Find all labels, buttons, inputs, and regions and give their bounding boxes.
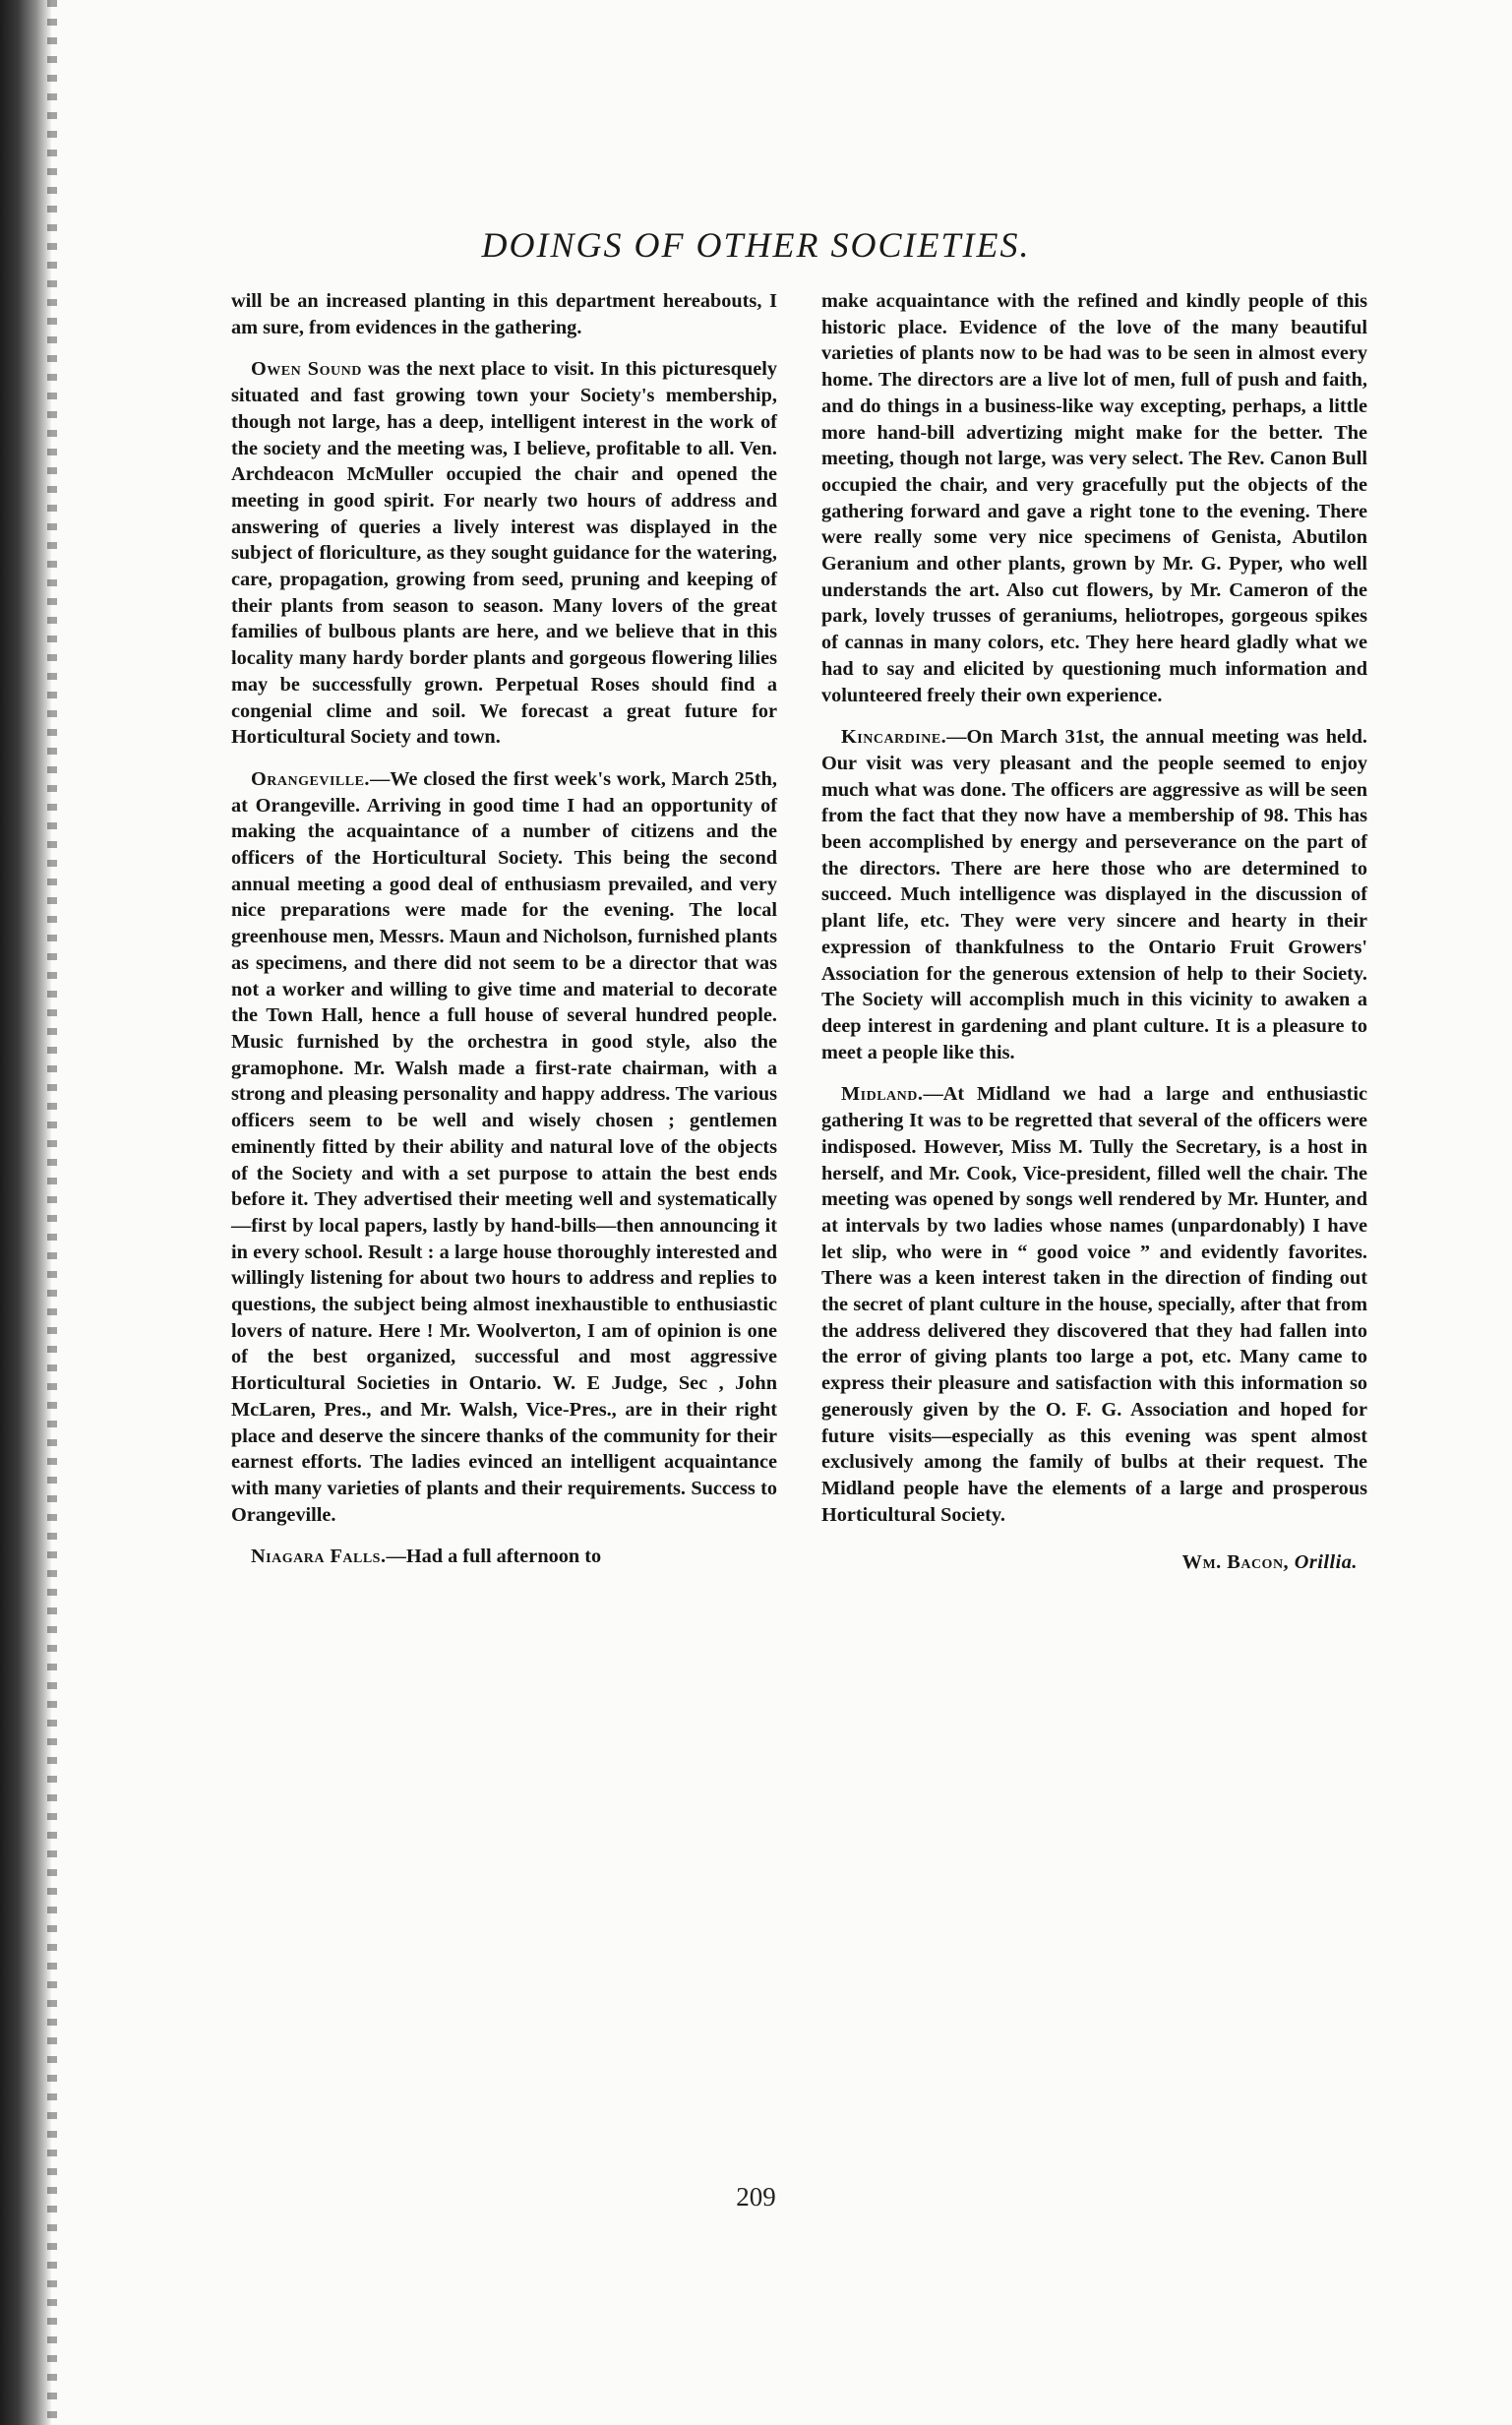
paragraph-body: —Had a full afternoon to bbox=[386, 1546, 602, 1568]
left-column bbox=[231, 288, 777, 1586]
paragraph-niagara-falls bbox=[231, 1544, 777, 1570]
page-number: 209 bbox=[736, 2182, 776, 2212]
paragraph-body: —At Midland we had a large and enthusiastic gathering It was to be regretted that several of the officers were indisposed. However, Miss M. Tully the Secretary, is a host in herself, and Mr. Cook, Vice-president, filled well the chair. The meeting was opened by songs well rendered by Mr. Hunter, and at intervals by two ladies whose names (unpardonably) I have let slip, who were in “ good voice ” and evidently favorites. There was a keen interest taken in the direction of finding out the secret of plant culture in the house, specially, after that from the address delivered they discovered that they had fallen into the error of giving plants too large a pot, etc. Many came to express their pleasure and satisfaction with this information so generously given by the O. F. G. Association and hoped for future visits—especially as this evening was spent almost exclusively among the family of bulbs at their request. The Midland people have the elements of a large and prosperous Horticultural Society. bbox=[821, 1083, 1367, 1526]
place-heading-orangeville: Orangeville. bbox=[251, 767, 370, 790]
right-column bbox=[821, 288, 1367, 1576]
paragraph-continuation: will be an increased planting in this department hereabouts, I am sure, from evidences in the gathering. bbox=[231, 290, 777, 338]
author-signature bbox=[821, 1549, 1367, 1576]
paragraph-niagara-continuation: make acquaintance with the refined and kindly people of this historic place. Evidence of the love of the many beautiful varieties of plants now to be had was to be seen in almost every home. The directors are a live lot of men, full of push and faith, and do things in a business-like way excepting, perhaps, a little more hand-bill advertizing might make for the better. The meeting, though not large, was very select. The Rev. Canon Bull occupied the chair, and very gracefully put the objects of the gathering forward and gave a right tone to the evening. There were really some very nice specimens of Genista, Abutilon Geranium and other plants, grown by Mr. G. Pyper, who well understands the art. Also cut flowers, by Mr. Cameron of the park, lovely trusses of geraniums, heliotropes, gorgeous spikes of cannas in many colors, etc. They here heard gladly what we had to say and elicited by questioning much information and volunteered freely their own experience. bbox=[821, 290, 1367, 706]
paragraph-body: was the next place to visit. In this picturesquely situated and fast growing town your Society's membership, though not large, has a deep, intelligent interest in the work of the society and the meeting was, I believe, profitable to all. Ven. Archdeacon McMuller occupied the chair and opened the meeting in good spirit. For nearly two hours of address and answering of queries a lively interest was displayed in the subject of floriculture, as they sought guidance for the watering, care, propagation, growing from seed, pruning and keeping of their plants from season to season. Many lovers of the great families of bulbous plants are here, and we believe that in this locality many hardy border plants and gorgeous flowering lilies may be successfully grown. Perpetual Roses should find a congenial clime and soil. We forecast a great future for Horticultural Society and town. bbox=[231, 358, 778, 749]
signature-town: Orillia. bbox=[1294, 1551, 1358, 1574]
page-binding-edge bbox=[0, 0, 51, 2425]
running-title: DOINGS OF OTHER SOCIETIES. bbox=[481, 225, 1031, 265]
signature-name: Wm. Bacon, bbox=[1181, 1551, 1295, 1574]
paragraph-orangeville bbox=[231, 766, 777, 1528]
paragraph-owen-sound bbox=[231, 356, 777, 751]
place-heading-owen-sound: Owen Sound bbox=[251, 358, 362, 381]
place-heading-kincardine: Kincardine. bbox=[841, 726, 947, 749]
paragraph-body: —We closed the first week's work, March 25th, at Orangeville. Arriving in good time I had an opportunity of making the acquaintance of a number of citizens and the officers of the Horticultural Society. This being the second annual meeting a good deal of enthusiasm prevailed, and very nice preparations were made for the evening. The local greenhouse men, Messrs. Maun and Nicholson, furnished plants as specimens, and there did not seem to be a director that was not a worker and willing to give time and material to decorate the Town Hall, hence a full house of several hundred people. Music furnished by the orchestra in good style, also the gramophone. Mr. Walsh made a first-rate chairman, with a strong and pleasing personality and happy address. The various officers seem to be well and wisely chosen ; gentlemen eminently fitted by their ability and natural love of the objects of the Society and with a set purpose to attain the best ends before it. They advertised their meeting well and systematically—first by local papers, lastly by hand-bills—then announcing it in every school. Result : a large house thoroughly interested and willingly listening for about two hours to address and replies to questions, the subject being almost inexhaustible to enthusiastic lovers of nature. Here ! Mr. Woolverton, I am of opinion is one of the best organized, successful and most aggressive Horticultural Societies in Ontario. W. E Judge, Sec , John McLaren, Pres., and Mr. Walsh, Vice-Pres., are in their right place and deserve the sincere thanks of the community for their earnest efforts. The ladies evinced an intelligent acquaintance with many varieties of plants and their requirements. Success to Orangeville. bbox=[231, 767, 777, 1526]
place-heading-niagara-falls: Niagara Falls. bbox=[251, 1546, 387, 1568]
paragraph-kincardine bbox=[821, 724, 1367, 1065]
paragraph-body: —On March 31st, the annual meeting was held. Our visit was very pleasant and the people seemed to enjoy much what was done. The officers are aggressive as will be seen from the fact that they now have a membership of 98. This has been accomplished by energy and perseverance on the part of the directors. There are here those who are determined to succeed. Much intelligence was displayed in the discussion of plant life, etc. They were very sincere and hearty in their expression of thankfulness to the Ontario Fruit Growers' Association for the generous extension of help to their Society. The Society will accomplish much in this vicinity to awaken a deep interest in gardening and plant culture. It is a pleasure to meet a people like this. bbox=[821, 726, 1367, 1063]
paragraph-midland bbox=[821, 1081, 1367, 1528]
place-heading-midland: Midland. bbox=[841, 1083, 924, 1106]
